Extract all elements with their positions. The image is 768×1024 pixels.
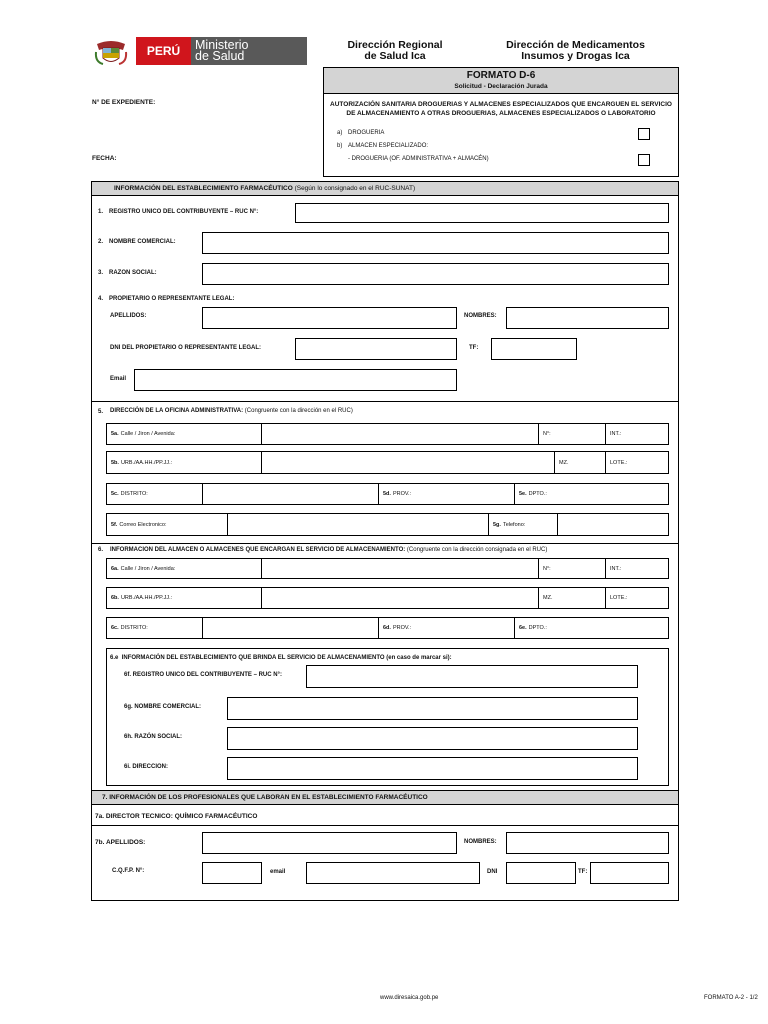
- footer-page: FORMATO A-2 - 1/2: [704, 995, 758, 1001]
- code-6b: 6b.: [111, 595, 119, 601]
- dpto-cell-5e[interactable]: [514, 483, 669, 505]
- dpto-label-6e: DPTO.:: [528, 625, 547, 631]
- dir-medicamentos: [473, 40, 678, 62]
- section5-number: 5.: [98, 409, 104, 415]
- dir-regional-line1: Dirección Regional: [347, 39, 443, 51]
- dni-input[interactable]: [295, 338, 457, 360]
- tf-7b-input[interactable]: [590, 862, 669, 884]
- urb-input-5b[interactable]: [261, 451, 555, 474]
- nombre-comercial-6g-input[interactable]: [227, 697, 638, 720]
- code-6c: 6c.: [111, 625, 119, 631]
- section6e-note: (en caso de marcar si):: [386, 655, 452, 661]
- cell-5f: [106, 513, 228, 536]
- dpto-cell-6e[interactable]: [514, 617, 669, 639]
- distrito-input-6c[interactable]: [202, 617, 379, 639]
- section6-number: 6.: [98, 547, 104, 553]
- lote-label-6b: LOTE.:: [610, 595, 628, 601]
- int-cell-5a[interactable]: [605, 423, 669, 445]
- code-5b: 5b.: [111, 459, 119, 466]
- direccion-6i-label: 6i. DIRECCION:: [124, 764, 169, 770]
- numero-label-6a: N°:: [543, 565, 551, 572]
- code-5c: 5c.: [111, 491, 119, 497]
- dir-med-line1: Dirección de Medicamentos: [506, 39, 645, 51]
- int-cell-6a[interactable]: [605, 558, 669, 579]
- ministerio-line1: Ministerio: [195, 38, 249, 52]
- section6-title-text: INFORMACION DEL ALMACEN O ALMACENES QUE ENCARGAN EL SERVICIO DE ALMACENAMIENTO:: [110, 547, 406, 553]
- lote-label-5b: LOTE.:: [610, 459, 628, 466]
- nombres-input[interactable]: [506, 307, 669, 329]
- coat-of-arms-icon: [93, 38, 129, 66]
- section6e-title-text: INFORMACIÓN DEL ESTABLECIMIENTO QUE BRINDA EL SERVICIO DE ALMACENAMIENTO: [121, 655, 385, 661]
- formato-description-line1: AUTORIZACIÓN SANITARIA DROGUERIAS Y ALMACENES ESPECIALIZADOS QUE ENCARGUEN EL SERVICIO: [330, 101, 672, 108]
- email-7b-input[interactable]: [306, 862, 480, 884]
- numero-label-5a: N°:: [543, 431, 551, 437]
- prov-cell-5d[interactable]: [378, 483, 515, 505]
- urb-label-5b: URB./AA.HH./PP.JJ.:: [120, 459, 173, 466]
- section5-top-rule: [91, 401, 679, 402]
- correo-label-5f: Correo Electronico:: [119, 521, 167, 528]
- ministerio-brand-block: [191, 37, 307, 65]
- prov-label-5d: PROV.:: [392, 491, 412, 497]
- option-b-label: ALMACEN ESPECIALIZADO:: [348, 143, 429, 149]
- expediente-label: N° DE EXPEDIENTE:: [92, 99, 156, 106]
- tf-input[interactable]: [491, 338, 577, 360]
- dir-med-line2: Insumos y Drogas Ica: [521, 50, 630, 62]
- field3-number: 3.: [98, 270, 104, 276]
- email-7b-label: email: [270, 869, 286, 875]
- email-label: Email: [110, 376, 127, 382]
- dir-regional-line2: de Salud Ica: [364, 50, 426, 62]
- nombre-comercial-label: NOMBRE COMERCIAL:: [109, 239, 176, 245]
- distrito-label-6c: DISTRITO:: [120, 625, 148, 631]
- director-tecnico-label: 7a. DIRECTOR TECNICO: QUÍMICO FARMACÉUTICO: [95, 813, 258, 820]
- lote-cell-6b[interactable]: [605, 587, 669, 609]
- distrito-label-5c: DISTRITO:: [120, 491, 148, 497]
- code-5a: 5a.: [111, 431, 119, 437]
- int-label-5a: INT.:: [610, 431, 622, 437]
- section6e-code: 6.e: [110, 655, 119, 661]
- razon-social-label: RAZON SOCIAL:: [109, 270, 157, 276]
- distrito-input-5c[interactable]: [202, 483, 379, 505]
- mz-label-5b: MZ.: [559, 459, 569, 466]
- code-5g: 5g.: [493, 521, 501, 528]
- nombres-7b-label: NOMBRES:: [464, 839, 497, 845]
- section5-note: (Congruente con la dirección en el RUC): [244, 408, 353, 414]
- code-5d: 5d.: [383, 491, 391, 497]
- cell-6b: [106, 587, 262, 609]
- prov-cell-6d[interactable]: [378, 617, 515, 639]
- option-b-sub-label: - DROGUERIA (OF. ADMINISTRATIVA + ALMACÉN): [348, 156, 489, 162]
- nombre-comercial-6g-label: 6g. NOMBRE COMERCIAL:: [124, 704, 201, 710]
- ruc-label: REGISTRO UNICO DEL CONTRIBUYENTE – RUC N°:: [109, 209, 259, 215]
- field1-number: 1.: [98, 209, 104, 215]
- nombres-7b-input[interactable]: [506, 832, 669, 854]
- tf-7b-label: TF:: [578, 869, 588, 875]
- calle-label-6a: Calle / Jiron / Avenida:: [120, 565, 176, 572]
- int-label-6a: INT.:: [610, 565, 622, 572]
- tf-label: TF:: [469, 345, 479, 351]
- telefono-label-5g: Telefono:: [502, 521, 526, 528]
- section1-header: [91, 181, 679, 196]
- field4-number: 4.: [98, 296, 104, 302]
- razon-social-input[interactable]: [202, 263, 669, 285]
- option-b-letter: b): [337, 143, 343, 149]
- prov-label-6d: PROV.:: [392, 625, 412, 631]
- mz-label-6b: MZ.: [543, 595, 553, 601]
- section1-note: (Según lo consignado en el RUC-SUNAT): [294, 185, 416, 192]
- section7a-rule: [91, 825, 679, 826]
- ruc-6f-input[interactable]: [306, 665, 638, 688]
- apellidos-input[interactable]: [202, 307, 457, 329]
- urb-input-6b[interactable]: [261, 587, 539, 609]
- apellidos-label: APELLIDOS:: [110, 313, 147, 319]
- cell-6c: [106, 617, 203, 639]
- razon-social-6h-label: 6h. RAZÓN SOCIAL:: [124, 734, 182, 740]
- dir-regional: [325, 40, 465, 62]
- telefono-cell-5g: [488, 513, 558, 536]
- numero-cell-6a[interactable]: [538, 558, 606, 579]
- mz-cell-6b[interactable]: [538, 587, 606, 609]
- section6-top-rule: [91, 543, 679, 544]
- formato-title: FORMATO D-6: [466, 70, 536, 81]
- propietario-label: PROPIETARIO O REPRESENTANTE LEGAL:: [109, 296, 235, 302]
- section5-title-text: DIRECCIÓN DE LA OFICINA ADMINISTRATIVA:: [110, 408, 244, 414]
- apellidos-7b-label: 7b. APELLIDOS:: [95, 839, 146, 846]
- dni-label: DNI DEL PROPIETARIO O REPRESENTANTE LEGAL:: [110, 345, 262, 351]
- option-a-label: DROGUERIA: [348, 130, 385, 136]
- apellidos-7b-input[interactable]: [202, 832, 457, 854]
- cell-6a: [106, 558, 262, 579]
- form-bottom-rule: [91, 900, 679, 901]
- lote-cell-5b[interactable]: [605, 451, 669, 474]
- code-6a: 6a.: [111, 565, 119, 572]
- code-5e: 5e.: [519, 491, 527, 497]
- telefono-input-5g[interactable]: [557, 513, 669, 536]
- cell-5a: [106, 423, 262, 445]
- formato-subtitle: Solicitud - Declaración Jurada: [454, 83, 548, 90]
- option-a-letter: a): [337, 130, 343, 136]
- direccion-6i-input[interactable]: [227, 757, 638, 780]
- calle-input-6a[interactable]: [261, 558, 539, 579]
- section6-note: (Congruente con la dirección consignada en el RUC): [406, 547, 548, 553]
- footer-url: www.diresaica.gob.pe: [380, 995, 439, 1001]
- section5-title: [110, 408, 353, 414]
- cell-5b: [106, 451, 262, 474]
- field2-number: 2.: [98, 239, 104, 245]
- fecha-label: FECHA:: [92, 155, 117, 162]
- dpto-label-5e: DPTO.:: [528, 491, 547, 497]
- calle-label-5a: Calle / Jiron / Avenida:: [120, 431, 176, 437]
- section6-title: [110, 547, 547, 553]
- nombres-label: NOMBRES:: [464, 313, 497, 319]
- code-6e: 6e.: [519, 625, 527, 631]
- numero-cell-5a[interactable]: [538, 423, 606, 445]
- code-6d: 6d.: [383, 625, 391, 631]
- almacen-especializado-checkbox[interactable]: [638, 154, 650, 166]
- drogueria-checkbox[interactable]: [638, 128, 650, 140]
- cell-5c: [106, 483, 203, 505]
- section6e-title: [110, 655, 452, 661]
- code-5f: 5f.: [111, 521, 118, 528]
- calle-input-5a[interactable]: [261, 423, 539, 445]
- cqfp-input[interactable]: [202, 862, 262, 884]
- mz-cell-5b[interactable]: [554, 451, 606, 474]
- formato-description-line2: DE ALMACENAMIENTO A OTRAS DROGUERIAS, ALMACENES ESPECIALIZADOS O LABORATORIO: [346, 110, 656, 117]
- ministerio-line2: de Salud: [195, 49, 245, 63]
- razon-social-6h-input[interactable]: [227, 727, 638, 750]
- ruc-6f-label: 6f. REGISTRO UNICO DEL CONTRIBUYENTE – RUC N°:: [124, 672, 282, 678]
- correo-input-5f[interactable]: [227, 513, 489, 536]
- section1-title: INFORMACIÓN DEL ESTABLECIMIENTO FARMACÉUTICO: [114, 185, 293, 192]
- nombre-comercial-input[interactable]: [202, 232, 669, 254]
- ruc-input[interactable]: [295, 203, 669, 223]
- cqfp-label: C.Q.F.P. N°:: [112, 868, 145, 874]
- urb-label-6b: URB./AA.HH./PP.JJ.:: [120, 595, 173, 601]
- peru-brand-block: PERÚ: [136, 37, 191, 65]
- dni-7b-input[interactable]: [506, 862, 576, 884]
- dni-7b-label: DNI: [487, 869, 498, 875]
- email-input[interactable]: [134, 369, 457, 391]
- section7-header: 7. INFORMACIÓN DE LOS PROFESIONALES QUE LABORAN EN EL ESTABLECIMIENTO FARMACÉUTICO: [91, 790, 679, 805]
